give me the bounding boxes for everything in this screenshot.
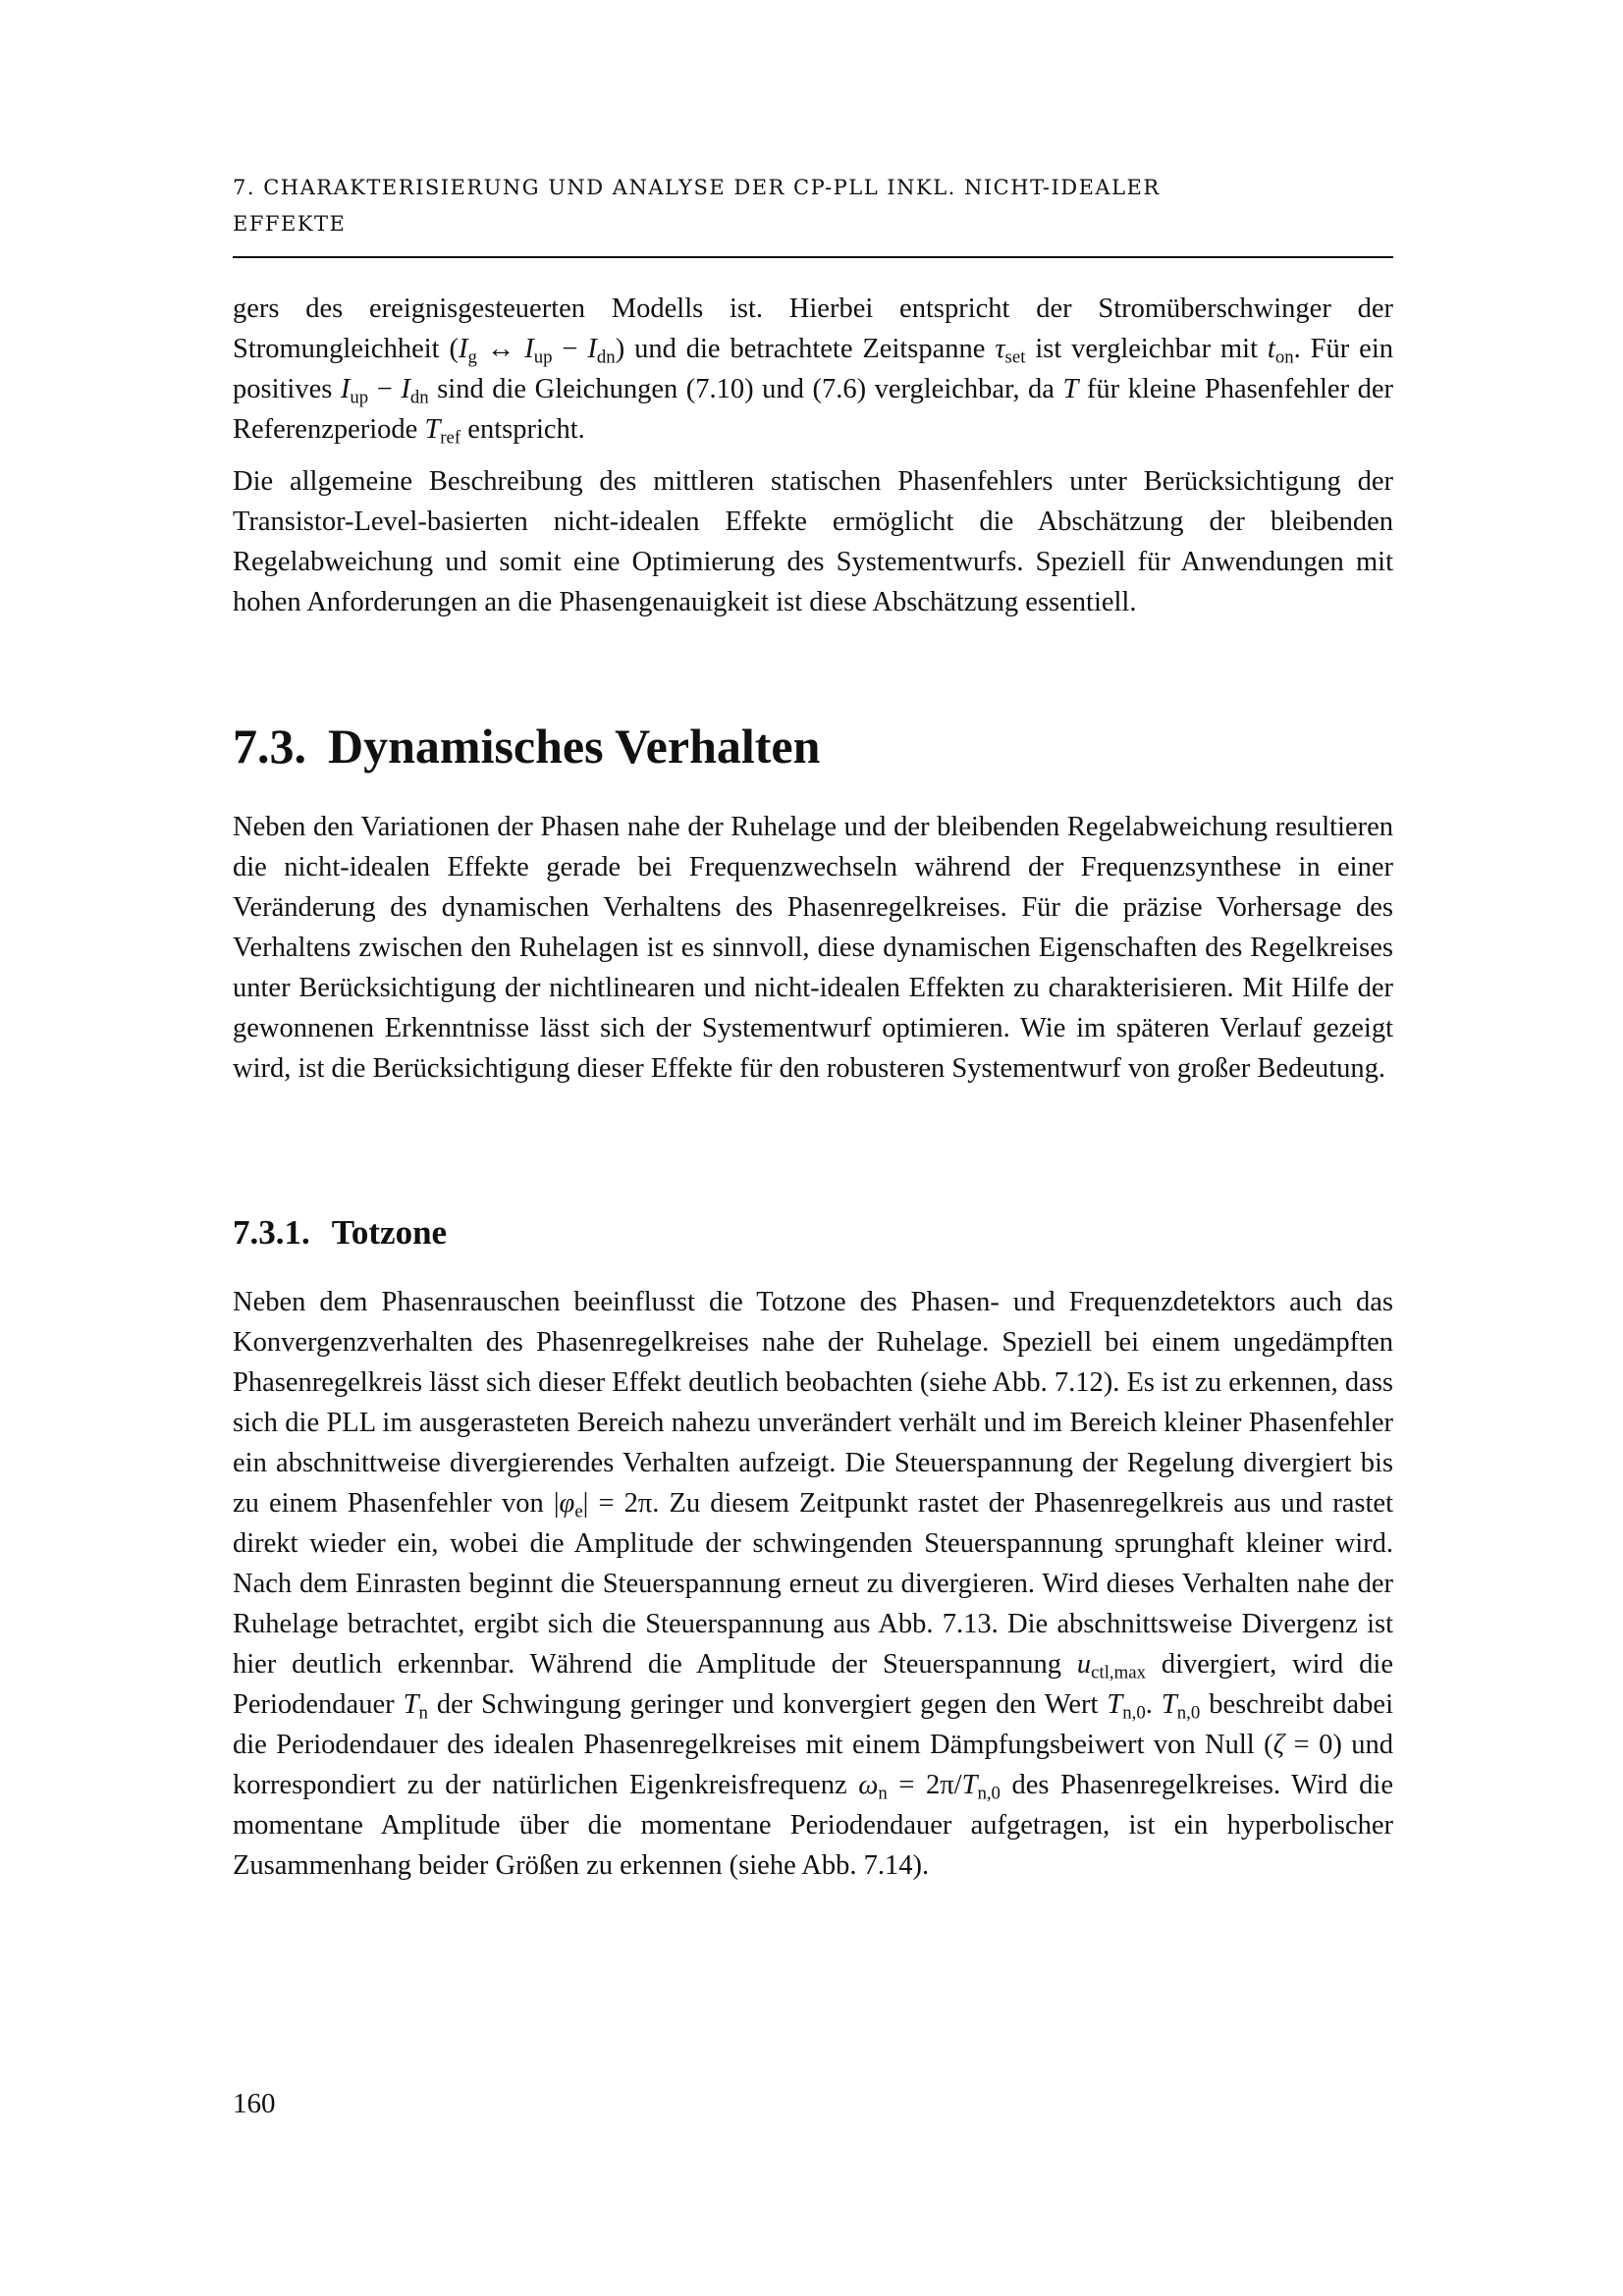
section-heading: 7.3. Dynamisches Verhalten: [233, 719, 821, 774]
paragraph-3: Neben den Variationen der Phasen nahe der Ruhelage und der bleibenden Regelabweichung resultieren die nicht-idealen Effekte gerade bei Frequenzwechseln während der Frequenzsynthese in einer Veränderung des dynamischen Verhaltens des Phasenregelkreises. Für die präzise Vorhersage des Verhaltens zwischen den Ruhelagen ist es sinnvoll, diese dynamischen Eigenschaften des Regelkreises unter Berücksichtigung der nichtlinearen und nicht-idealen Effekten zu charakterisieren. Mit Hilfe der gewonnenen Erkenntnisse lässt sich der Systementwurf optimieren. Wie im späteren Verlauf gezeigt wird, ist die Berücksichtigung dieser Effekte für den robusteren Systementwurf von großer Bedeutung.: [233, 812, 1393, 1084]
paragraph-4: Neben dem Phasenrauschen beeinflusst die Totzone des Phasen- und Frequenzdetektors auch das Konvergenzverhalten des Phasenregelkreises nahe der Ruhelage. Speziell bei einem ungedämpften Phasenregelkreis lässt sich dieser Effekt deutlich beobachten (siehe Abb. 7.12). Es ist zu erkennen, dass sich die PLL im ausgerasteten Bereich nahezu unverändert verhält und im Bereich kleiner Phasenfehler ein abschnittweise divergierendes Verhalten aufzeigt. Die Steuerspannung der Regelung divergiert bis zu einem Phasenfehler von $|\varphi_e| = 2\pi$. Zu diesem Zeitpunkt rastet der Phasenregelkreis aus und rastet direkt wieder ein, wobei die Amplitude der schwingenden Steuerspannung sprunghaft kleiner wird. Nach dem Einrasten beginnt die Steuerspannung erneut zu divergieren. Wird dieses Verhalten nahe der Ruhelage betrachtet, ergibt sich die Steuerspannung aus Abb. 7.13. Die abschnittsweise Divergenz ist hier deutlich erkennbar. Während die Amplitude der Steuerspannung $u_{ctl,max}$ divergiert, wird die Periodendauer $T_n$ der Schwingung geringer und konvergiert gegen den Wert $T_{n,0}$. $T_{n,0}$ beschreibt dabei die Periodendauer des idealen Phasenregelkreises mit einem Dämpfungsbeiwert von Null (ζ = 0) und korrespondiert zu der natürlichen Eigenkreisfrequenz $\omega_n = 2\pi/T_{n,0}$ des Phasenregelkreises. Wird die momentane Amplitude über die momentane Periodendauer aufgetragen, ist ein hyperbolischer Zusammenhang beider Größen zu erkennen (siehe Abb. 7.14).: [233, 1287, 1393, 1881]
page-number: 160: [233, 2088, 276, 2119]
header-rule: [233, 256, 1393, 258]
running-header-line-1: 7. CHARAKTERISIERUNG UND ANALYSE DER CP-PLL INKL. NICHT-IDEALER: [233, 176, 1161, 199]
paragraph-1: gers des ereignisgesteuerten Modells ist. Hierbei entspricht der Stromüberschwinger der Stromungleichheit ($I_g$ ↔ $I_{up} - I_{dn}$) und die betrachtete Zeitspanne $\tau_{set}$ ist vergleichbar mit $t_{on}$. Für ein positives $I_{up} - I_{dn}$ sind die Gleichungen (7.10) und (7.6) vergleichbar, da T für kleine Phasenfehler der Referenzperiode $T_{ref}$ entspricht.: [233, 294, 1394, 449]
running-header: [233, 169, 1393, 241]
paragraph-2: Die allgemeine Beschreibung des mittleren statischen Phasenfehlers unter Berücksichtigung der Transistor-Level-basierten nicht-idealen Effekte ermöglicht die Abschätzung der bleibenden Regelabweichung und somit eine Optimierung des Systementwurfs. Speziell für Anwendungen mit hohen Anforderungen an die Phasengenauigkeit ist diese Abschätzung essentiell.: [233, 466, 1393, 617]
running-header-line-2: EFFEKTE: [233, 212, 347, 236]
subsection-heading: 7.3.1. Totzone: [233, 1213, 448, 1252]
